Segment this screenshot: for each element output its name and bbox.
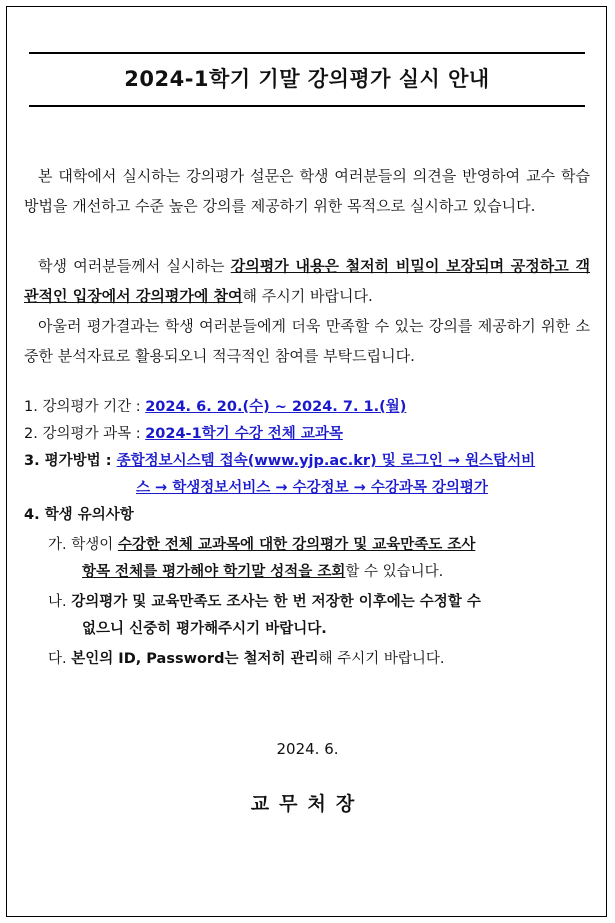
subject-value: 2024-1학기 수강 전체 교과목 xyxy=(145,426,343,442)
intro-p2-suffix: 해 주시기 바랍니다. xyxy=(242,287,373,305)
note-c-marker: 다. xyxy=(48,651,72,667)
note-b-text-2: 없으니 신중히 평가해주시기 바랍니다. xyxy=(82,621,327,637)
method-label: 3. 평가방법 : xyxy=(24,453,117,469)
note-a-emphasis-2: 항목 전체를 평가해야 학기말 성적을 조회 xyxy=(82,564,346,580)
note-a-prefix: 가. 학생이 xyxy=(48,537,118,553)
intro-paragraph-2 xyxy=(24,251,590,311)
method-row xyxy=(24,448,535,474)
note-b-line2 xyxy=(82,616,327,642)
notice-date: 2024. 6. xyxy=(276,740,339,758)
subject-row xyxy=(24,421,343,447)
note-c-line xyxy=(48,646,445,672)
period-label: 1. 강의평가 기간 : xyxy=(24,399,146,415)
title-bottom-rule xyxy=(29,105,585,107)
notice-title: 2024-1학기 기말 강의평가 실시 안내 xyxy=(124,67,490,91)
intro-p1-text: 본 대학에서 실시하는 강의평가 설문은 학생 여러분들의 의견을 반영하여 교수 학습방법을 개선하고 수준 높은 강의를 제공하기 위한 목적으로 실시하고 있습니다. xyxy=(24,167,590,215)
period-row xyxy=(24,394,406,420)
signer-title: 교무처장 xyxy=(250,793,365,815)
subject-label: 2. 강의평가 과목 : xyxy=(24,426,146,442)
method-value-line2: 스 → 학생정보서비스 → 수강정보 → 수강과목 강의평가 xyxy=(136,480,488,496)
note-b-text-1: 강의평가 및 교육만족도 조사는 한 번 저장한 이후에는 수정할 수 xyxy=(71,594,481,610)
intro-p2-prefix: 학생 여러분들께서 실시하는 xyxy=(38,257,231,275)
notice-page xyxy=(6,6,607,917)
title-top-rule xyxy=(29,52,585,54)
method-row-continued xyxy=(136,475,488,501)
note-b-marker: 나. xyxy=(48,594,72,610)
intro-paragraph-3 xyxy=(24,311,590,371)
intro-p2-emphasis: 강의평가 내용은 철저히 비밀이 보장되며 공정하고 객관적인 입장에서 강의평가에 참여 xyxy=(24,257,590,305)
notes-heading: 4. 학생 유의사항 xyxy=(24,507,134,523)
note-a-line2 xyxy=(82,559,443,585)
note-a-emphasis-1: 수강한 전체 교과목에 대한 강의평가 및 교육만족도 조사 xyxy=(117,537,476,553)
method-value-line1: 종합정보시스템 접속(www.yjp.ac.kr) 및 로그인 → 원스탑서비 xyxy=(116,453,536,469)
note-a-suffix: 할 수 있습니다. xyxy=(345,564,444,580)
note-b-line1 xyxy=(48,589,481,615)
intro-p3-text: 아울러 평가결과는 학생 여러분들에게 더욱 만족할 수 있는 강의를 제공하기 위한 소중한 분석자료로 활용되오니 적극적인 참여를 부탁드립니다. xyxy=(24,317,590,365)
note-c-emphasis: 본인의 ID, Password는 철저히 관리 xyxy=(71,651,319,667)
note-c-suffix: 해 주시기 바랍니다. xyxy=(318,651,445,667)
intro-paragraph-1 xyxy=(24,161,590,221)
note-a-line1 xyxy=(48,532,475,558)
period-value: 2024. 6. 20.(수) ~ 2024. 7. 1.(월) xyxy=(145,399,407,415)
